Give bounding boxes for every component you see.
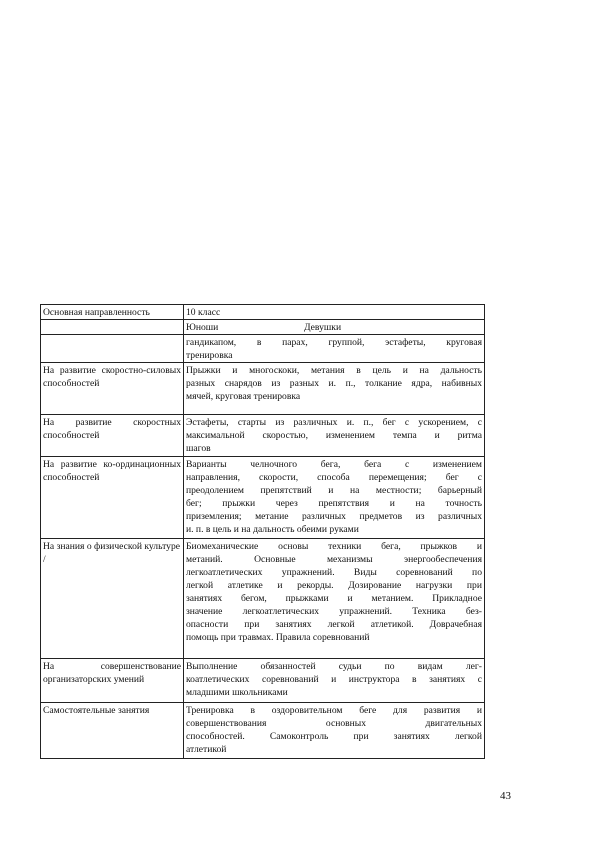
content-line: Варианты челночного бега, бега с изменением [186,459,482,470]
content-line: совершенствования основных двигательных [186,718,482,729]
row-content [184,539,485,659]
table-row [41,363,485,415]
row-label: На развитие ко-ординационных способностей [41,457,184,539]
content-line: Биомеханические основы техники бега, прыжков и [186,541,482,552]
subheader-boys: Юноши [186,322,219,333]
subheader-girls: Девушки [304,322,342,333]
row-label: Самостоятельные занятия [41,703,184,759]
content-line: младшими школьниками [186,687,288,698]
row-label [41,335,184,363]
content-line: шагов [186,443,211,454]
content-line: максимальной скоростью, изменением темпа и ритма [186,430,482,441]
row-content [184,335,485,363]
content-line: легкоатлетических упражнений. Виды соревнований по [186,567,482,578]
program-table [40,304,485,759]
header-direction: Основная направленность [41,305,184,320]
table-row [41,415,485,457]
content-line: занятиях бегом, прыжками и метанием. Прикладное [186,593,482,604]
header-grade: 10 класс [184,305,485,320]
page-number: 43 [500,790,511,802]
content-line: опасности при занятиях легкой атлетикой. Доврачебная [186,619,482,630]
content-line: бег; прыжки через препятствия и на точность [186,498,482,509]
content-line: значение легкоатлетических упражнений. Техника без- [186,606,482,617]
table-row [41,703,485,759]
table-subheader-row [41,320,485,335]
content-line: способностей. Самоконтроль при занятиях легкой [186,731,482,742]
content-line: Выполнение обязанностей судьи по видам лег- [186,661,482,672]
content-line: мячей, круговая тренировка [186,391,301,402]
content-line: гандикапом, в парах, группой, эстафеты, круговая [186,337,482,348]
content-line: и. п. в цель и на дальность обеими руками [186,524,359,535]
content-line: атлетикой [186,744,227,755]
table-row [41,335,485,363]
content-line: помощь при травмах. Правила соревнований [186,632,370,643]
content-line: приземления; метание различных предметов из различных [186,511,482,522]
row-content [184,415,485,457]
table-row [41,457,485,539]
row-label: На развитие скоростно-силовых способностей [41,363,184,415]
content-line: метаний. Основные механизмы энергообеспечения [186,554,482,565]
subheader-empty [41,320,184,335]
content-line: преодолением препятствий и на местности; барьерный [186,485,482,496]
content-line: Эстафеты, старты из различных и. п., бег с ускорением, с [186,417,482,428]
row-label: На развитие скоростных способностей [41,415,184,457]
row-label-extra: / [43,554,46,565]
content-line: коатлетических соревнований и инструктора в занятиях с [186,674,482,685]
content-line: тренировка [186,350,233,361]
row-content [184,457,485,539]
row-content [184,703,485,759]
content-line: легкой атлетике и рекорды. Дозирование нагрузки при [186,580,482,591]
row-content [184,363,485,415]
row-content [184,659,485,703]
row-label-cell [41,539,184,659]
table-row [41,659,485,703]
content-line: Прыжки и многоскоки, метания в цель и на дальность [186,365,482,376]
subheader-gender [184,320,485,335]
table-row [41,539,485,659]
content-line: Тренировка в оздоровительном беге для развития и [186,705,482,716]
content-line: направления, скорости, способа перемещения; бег с [186,472,482,483]
table-header-row [41,305,485,320]
row-label: На знания о физической культуре [43,541,181,552]
content-line: разных снарядов из разных и. п., толкание ядра, набивных [186,378,482,389]
row-label: На совершенствование организаторских умений [41,659,184,703]
